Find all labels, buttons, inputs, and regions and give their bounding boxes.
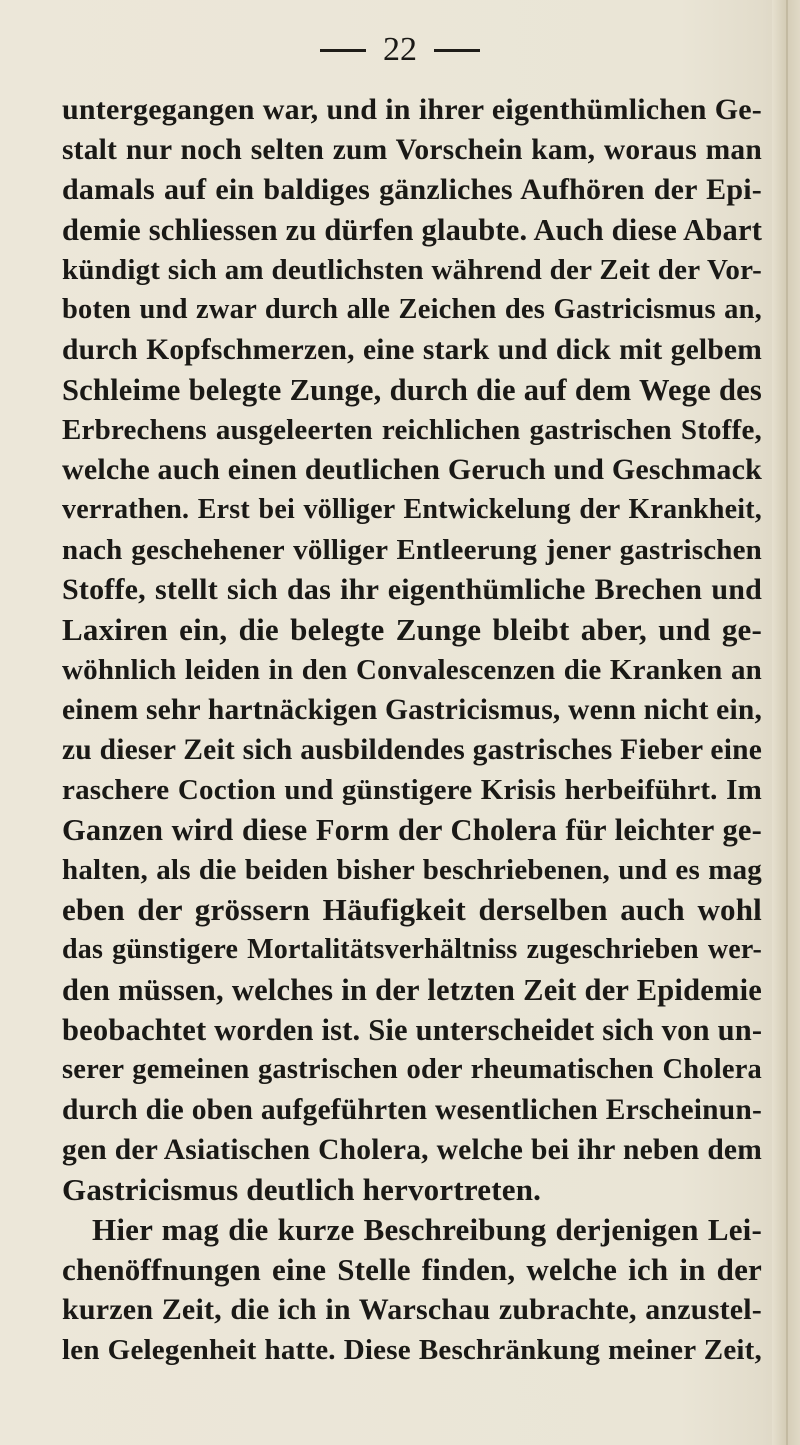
text-line: Laxiren ein, die belegte Zunge bleibt aber, und ge-: [62, 612, 762, 647]
text-line: das günstigere Mortalitätsverhältniss zugeschrieben wer-: [62, 934, 762, 965]
text-line: den müssen, welches in der letzten Zeit der Epidemie: [62, 973, 762, 1007]
body-text: [62, 90, 762, 1370]
text-line: welche auch einen deutlichen Geruch und Geschmack: [62, 453, 762, 486]
text-line: verrathen. Erst bei völliger Entwickelung der Krankheit,: [62, 494, 762, 525]
header-dash-right: [434, 49, 480, 52]
text-line: Schleime belegte Zunge, durch die auf dem Wege des: [62, 373, 762, 407]
gutter-shadow: [786, 0, 788, 1445]
text-line: boten und zwar durch alle Zeichen des Gastricismus an,: [62, 294, 762, 325]
page-header: [0, 30, 800, 70]
text-line: chenöffnungen eine Stelle finden, welche ich in der: [62, 1252, 762, 1287]
text-line: Stoffe, stellt sich das ihr eigenthümliche Brechen und: [62, 573, 762, 606]
text-line: eben der grössern Häufigkeit derselben auch wohl: [62, 892, 762, 927]
text-line: durch Kopfschmerzen, eine stark und dick mit gelbem: [62, 334, 762, 366]
text-line: beobachtet worden ist. Sie unterscheidet sich von un-: [62, 1013, 763, 1047]
text-line: stalt nur noch selten zum Vorschein kam, woraus man: [62, 134, 762, 166]
text-line: len Gelegenheit hatte. Diese Beschränkung meiner Zeit,: [62, 1334, 762, 1366]
text-line: kündigt sich am deutlichsten während der Zeit der Vor-: [62, 254, 762, 286]
text-line: nach geschehener völliger Entleerung jener gastrischen: [62, 534, 762, 566]
paragraph-end-line: Gastricismus deutlich hervortreten.: [62, 1172, 542, 1207]
text-line: kurzen Zeit, die ich in Warschau zubrachte, anzustel-: [62, 1293, 762, 1326]
text-line: Erbrechens ausgeleerten reichlichen gastrischen Stoffe,: [62, 414, 762, 446]
text-line: gen der Asiatischen Cholera, welche bei ihr neben dem: [62, 1134, 762, 1166]
text-line: serer gemeinen gastrischen oder rheumatischen Cholera: [62, 1054, 762, 1085]
page-number: 22: [383, 31, 417, 68]
header-dash-left: [320, 49, 366, 52]
text-line: wöhnlich leiden in den Convalescenzen die Kranken an: [62, 654, 762, 686]
text-line: Ganzen wird diese Form der Cholera für leichter ge-: [62, 813, 762, 847]
text-line: damals auf ein baldiges gänzliches Aufhören der Epi-: [62, 173, 762, 206]
text-line: untergegangen war, und in ihrer eigenthümlichen Ge-: [62, 93, 762, 126]
text-line: raschere Coction und günstigere Krisis herbeiführt. Im: [62, 774, 762, 806]
text-line: demie schliessen zu dürfen glaubte. Auch diese Abart: [62, 213, 763, 247]
text-line: halten, als die beiden bisher beschriebenen, und es mag: [62, 854, 762, 886]
text-line: zu dieser Zeit sich ausbildendes gastrisches Fieber eine: [62, 734, 762, 766]
text-line: einem sehr hartnäckigen Gastricismus, wenn nicht ein,: [62, 694, 763, 726]
text-line: durch die oben aufgeführten wesentlichen Erscheinun-: [62, 1094, 762, 1126]
paragraph-start-line: Hier mag die kurze Beschreibung derjenigen Lei-: [92, 1212, 762, 1247]
